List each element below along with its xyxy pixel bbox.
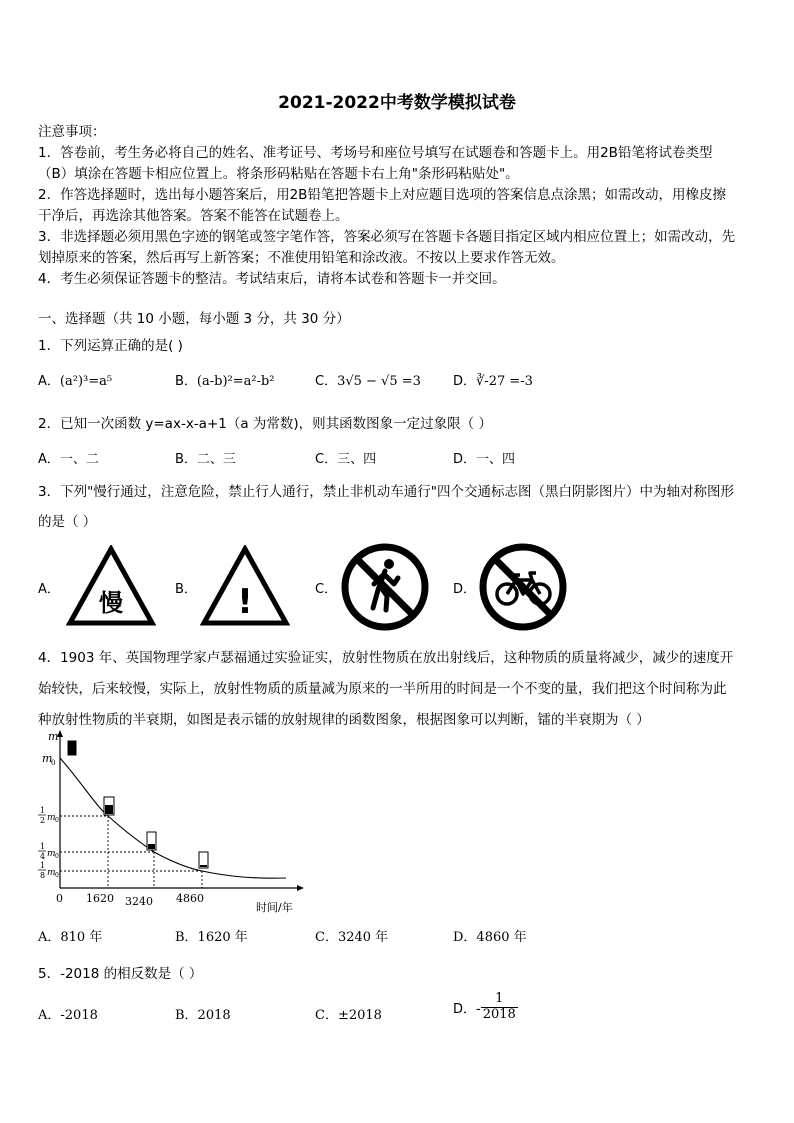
q2-option-c-text: C．三、四	[315, 452, 377, 467]
q4-option-a-text: A．810 年	[38, 930, 103, 945]
no-pedestrians-sign-icon	[340, 542, 430, 632]
no-bicycles-sign-icon	[478, 542, 568, 632]
guide-lines	[60, 816, 202, 888]
slow-sign-icon	[66, 545, 156, 627]
q4-option-b	[175, 926, 248, 945]
y-tick-m0: m	[42, 752, 53, 765]
q5-option-d	[453, 992, 518, 1023]
q1-option-a-text: (a²)³=a⁵	[59, 374, 113, 389]
q2-option-b-text: B．二、三	[175, 452, 236, 467]
q5-option-a	[38, 1004, 98, 1023]
decay-curve	[60, 758, 286, 878]
warning-sign-text: !	[237, 582, 253, 622]
section-heading: 一、选择题（共 10 小题，每小题 3 分，共 30 分）	[38, 311, 350, 327]
q1-option-d-label: D．	[453, 374, 477, 389]
notice-line-4: 干净后，再选涂其他答案。答案不能答在试题卷上。	[38, 208, 349, 224]
x-origin-label: 0	[56, 892, 63, 905]
x-axis-arrow-icon	[297, 885, 304, 891]
x-axis-label: 时间/年	[256, 901, 293, 914]
warning-sign-icon	[200, 545, 290, 627]
q2-option-a	[38, 448, 99, 467]
q3-stem-line-2: 的是（ ）	[38, 514, 97, 530]
q4-option-a	[38, 926, 102, 945]
q2-option-c	[315, 448, 376, 467]
q4-option-c-text: C．3240 年	[315, 930, 389, 945]
notice-heading: 注意事项：	[38, 124, 106, 140]
y-quarter-num: 1	[40, 842, 46, 851]
q4-option-d-text: D．4860 年	[453, 930, 527, 945]
y-quarter-den: 4	[40, 852, 46, 861]
notice-line-3: 2．作答选择题时，选出每小题答案后，用2B铅笔把答题卡上对应题目选项的答案信息点涂黑；如需改动，用橡皮擦	[38, 187, 726, 203]
q3-option-b-label: B．	[175, 582, 197, 597]
sample-half-fill	[105, 805, 113, 814]
sample-quarter-fill	[148, 844, 155, 849]
x-tick-1620: 1620	[86, 892, 114, 905]
q1-option-c-text: 3√5 − √5 =3	[337, 374, 421, 389]
y-axis-label: m	[48, 730, 59, 743]
y-half-num: 1	[40, 806, 46, 815]
radium-decay-graph	[36, 728, 306, 916]
notice-line-1: 1．答卷前，考生务必将自己的姓名、准考证号、考场号和座位号填写在试题卷和答题卡上。用2B铅笔将试卷类型	[38, 145, 713, 161]
q1-option-b	[175, 370, 275, 389]
q1-option-c-label: C．	[315, 374, 338, 389]
q1-option-a	[38, 370, 112, 389]
q3-option-c-label: C．	[315, 582, 338, 597]
y-half-den: 2	[40, 816, 46, 825]
q2-option-b	[175, 448, 236, 467]
q2-option-a-text: A．一、二	[38, 452, 99, 467]
notice-line-7: 4．考生必须保证答题卡的整洁。考试结束后，请将本试卷和答题卡一并交回。	[38, 271, 506, 287]
slow-sign-text: 慢	[99, 589, 123, 617]
notice-line-5: 3．非选择题必须用黑色字迹的钢笔或签字笔作答，答案必须写在答题卡各题目指定区域内相应位置上；如需改动，先	[38, 229, 736, 245]
q1-option-b-text: (a-b)²=a²-b²	[196, 374, 275, 389]
q5-option-c-text: C．±2018	[315, 1008, 382, 1023]
y-half-m-sub: 0	[55, 817, 59, 824]
q5-option-d-numerator: 1	[481, 992, 518, 1008]
notice-line-6: 划掉原来的答案，然后再写上新答案；不准使用铅笔和涂改液。不按以上要求作答无效。	[38, 250, 565, 266]
y-quarter-m-sub: 0	[55, 853, 59, 860]
y-eighth-num: 1	[40, 861, 46, 870]
y-tick-m0-sub: 0	[51, 759, 56, 767]
y-quarter-m: m	[47, 849, 56, 859]
q2-stem: 2．已知一次函数 y=ax-x-a+1（a 为常数)，则其函数图象一定过象限（ ）	[38, 416, 492, 432]
q1-stem: 1．下列运算正确的是( )	[38, 338, 183, 354]
q5-option-d-denominator: 2018	[482, 1006, 516, 1022]
x-tick-3240: 3240	[125, 895, 153, 908]
q2-option-d	[453, 448, 515, 467]
q4-option-c	[315, 926, 388, 945]
q5-option-b	[175, 1004, 231, 1023]
q4-option-b-text: B．1620 年	[175, 930, 248, 945]
notice-line-2: （B）填涂在答题卡相应位置上。将条形码粘贴在答题卡右上角"条形码粘贴处"。	[38, 166, 519, 182]
sample-eighth-fill	[200, 865, 207, 867]
q5-option-a-text: A．-2018	[38, 1008, 98, 1023]
q4-stem-line-1: 4．1903 年、英国物理学家卢瑟福通过实验证实，放射性物质在放出射线后，这种物质的质量将减少，减少的速度开	[38, 650, 734, 666]
y-eighth-den: 8	[40, 871, 46, 880]
y-eighth-m-sub: 0	[55, 872, 59, 879]
q5-option-b-text: B．2018	[175, 1008, 231, 1023]
y-half-m: m	[47, 813, 56, 823]
q4-stem-line-3: 种放射性物质的半衰期，如图是表示镭的放射规律的函数图象，根据图象可以判断，镭的半衰期为（ ）	[38, 712, 650, 728]
q5-stem: 5．-2018 的相反数是（ ）	[38, 966, 203, 982]
q4-stem-line-2: 始较快，后来较慢，实际上，放射性物质的质量减为原来的一半所用的时间是一个不变的量，我们把这个时间称为此	[38, 681, 727, 697]
q3-stem-line-1: 3．下列"慢行通过，注意危险，禁止行人通行，禁止非机动车通行"四个交通标志图（黑白阴影图片）中为轴对称图形	[38, 484, 735, 500]
q5-option-c	[315, 1004, 382, 1023]
q1-option-d	[453, 370, 533, 389]
q1-option-c	[315, 370, 421, 389]
y-eighth-m: m	[47, 868, 56, 878]
q1-option-d-text: ∛-27 =-3	[476, 374, 533, 389]
q2-option-d-text: D．一、四	[453, 452, 516, 467]
q3-option-a-label: A．	[38, 582, 60, 597]
q1-option-b-label: B．	[175, 374, 197, 389]
q5-option-d-label: D．-	[453, 1001, 481, 1017]
sample-full-icon	[68, 741, 76, 755]
page-title: 2021-2022中考数学模拟试卷	[278, 93, 516, 113]
q1-option-a-label: A．	[38, 374, 60, 389]
x-tick-4860: 4860	[176, 892, 204, 905]
q4-option-d	[453, 926, 527, 945]
q3-option-d-label: D．	[453, 582, 477, 597]
q5-option-d-fraction	[481, 992, 518, 1023]
